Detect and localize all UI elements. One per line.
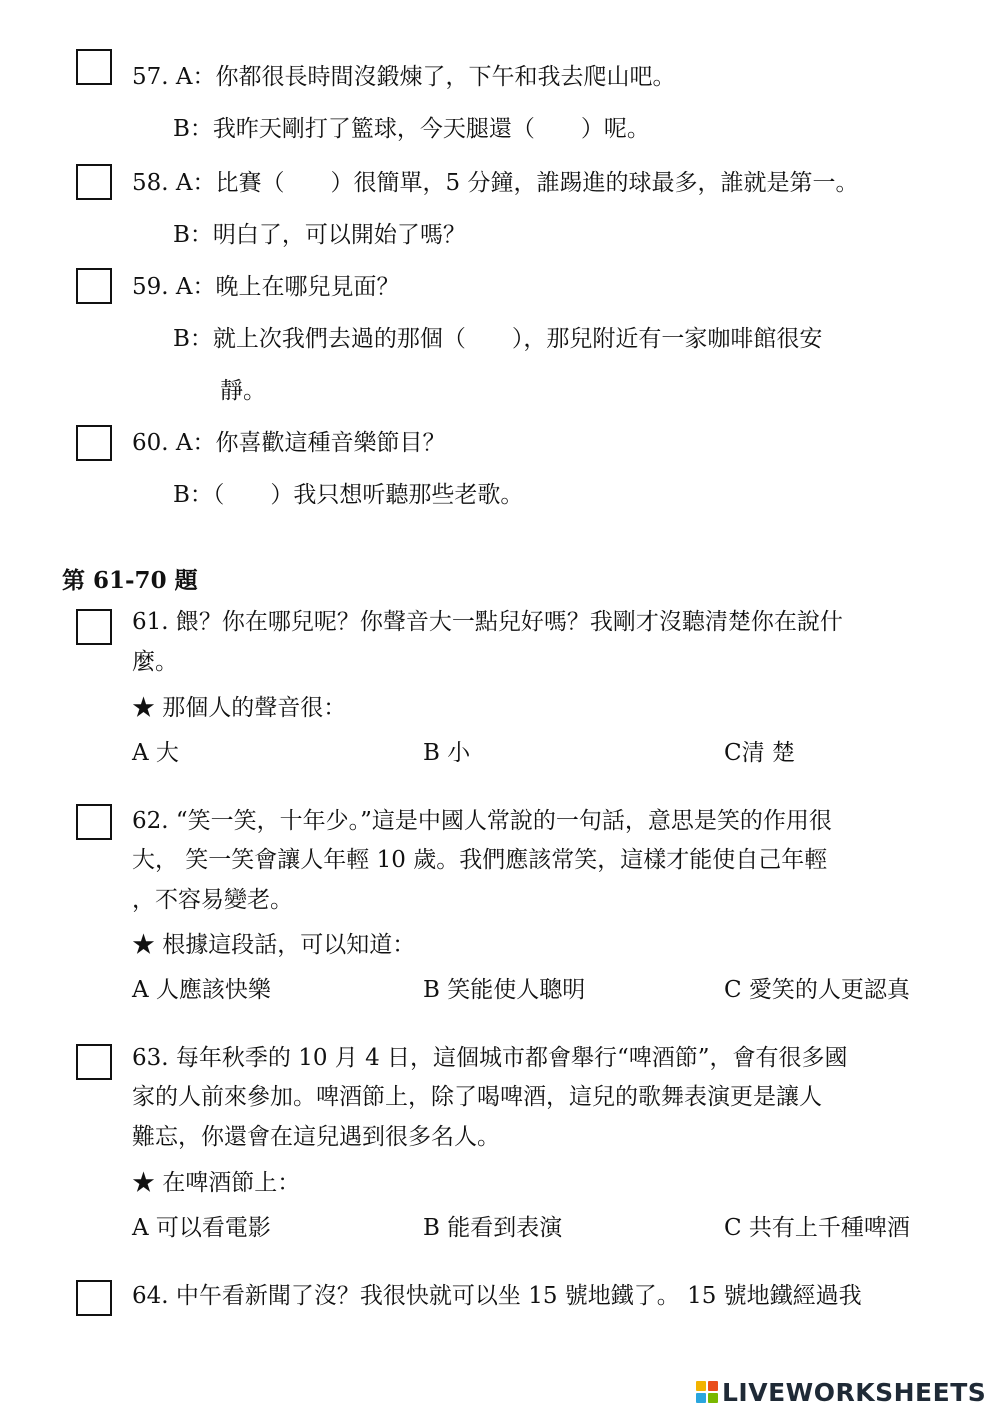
answer-box-64[interactable] — [76, 1280, 112, 1316]
question-60-line-a: 60. A：你喜歡這種音樂節目？ — [132, 430, 446, 456]
liveworksheets-logo — [696, 1378, 986, 1406]
answer-box-57[interactable] — [76, 49, 112, 85]
answer-box-58[interactable] — [76, 164, 112, 200]
question-58-line-b: B：明白了，可以開始了嗎？ — [173, 222, 466, 248]
question-63-text-2: 家的人前來參加。啤酒節上，除了喝啤酒，這兒的歌舞表演更是讓人 — [132, 1084, 822, 1110]
question-62-prompt: ★ 根據這段話，可以知道： — [132, 932, 416, 958]
question-58-line-a: 58. A：比賽（ ）很簡單，5 分鐘，誰踢進的球最多，誰就是第一。 — [132, 170, 859, 196]
question-63-text-3: 難忘，你還會在這兒遇到很多名人。 — [132, 1124, 500, 1150]
question-57-line-a: 57. A：你都很長時間沒鍛煉了，下午和我去爬山吧。 — [132, 64, 676, 90]
liveworksheets-icon — [696, 1381, 718, 1403]
answer-box-61[interactable] — [76, 609, 112, 645]
question-61-option-a: A 大 — [132, 740, 179, 766]
question-57-line-b: B：我昨天剛打了籃球，今天腿還（ ）呢。 — [173, 116, 650, 142]
question-61-text-2: 麼。 — [132, 649, 178, 675]
question-64-text-1: 64. 中午看新聞了沒？我很快就可以坐 15 號地鐵了。 15 號地鐵經過我 — [132, 1283, 862, 1309]
question-59-line-a: 59. A：晚上在哪兒見面？ — [132, 274, 400, 300]
question-59-line-b: B：就上次我們去過的那個（ ），那兒附近有一家咖啡館很安 — [173, 326, 823, 352]
question-63-option-b: B 能看到表演 — [423, 1215, 563, 1241]
question-61-option-c: C清 楚 — [724, 740, 795, 766]
question-61-prompt: ★ 那個人的聲音很： — [132, 695, 347, 721]
question-60-line-b: B：（ ）我只想听聽那些老歌。 — [173, 482, 524, 508]
answer-box-63[interactable] — [76, 1044, 112, 1080]
question-62-text-3: ，不容易變老。 — [132, 887, 293, 913]
question-62-text-1: 62. “笑一笑，十年少。”這是中國人常說的一句話，意思是笑的作用很 — [132, 808, 832, 834]
question-59-line-c: 靜。 — [220, 378, 266, 404]
question-62-option-b: B 笑能使人聰明 — [423, 977, 586, 1003]
question-63-option-c: C 共有上千種啤酒 — [724, 1215, 910, 1241]
answer-box-59[interactable] — [76, 268, 112, 304]
question-61-text-1: 61. 餵？你在哪兒呢？你聲音大一點兒好嗎？我剛才沒聽清楚你在說什 — [132, 609, 843, 635]
question-62-text-2: 大， 笑一笑會讓人年輕 10 歲。我們應該常笑，這樣才能使自己年輕 — [132, 847, 828, 873]
question-63-text-1: 63. 每年秋季的 10 月 4 日，這個城市都會舉行“啤酒節”，會有很多國 — [132, 1045, 848, 1071]
question-61-option-b: B 小 — [423, 740, 471, 766]
brand-name: LIVEWORKSHEETS — [722, 1377, 987, 1407]
question-62-option-c: C 愛笑的人更認真 — [724, 977, 910, 1003]
section-title: 第 61-70 題 — [62, 567, 198, 594]
answer-box-62[interactable] — [76, 804, 112, 840]
answer-box-60[interactable] — [76, 425, 112, 461]
question-63-prompt: ★ 在啤酒節上： — [132, 1170, 301, 1196]
question-63-option-a: A 可以看電影 — [132, 1215, 271, 1241]
question-62-option-a: A 人應該快樂 — [132, 977, 271, 1003]
